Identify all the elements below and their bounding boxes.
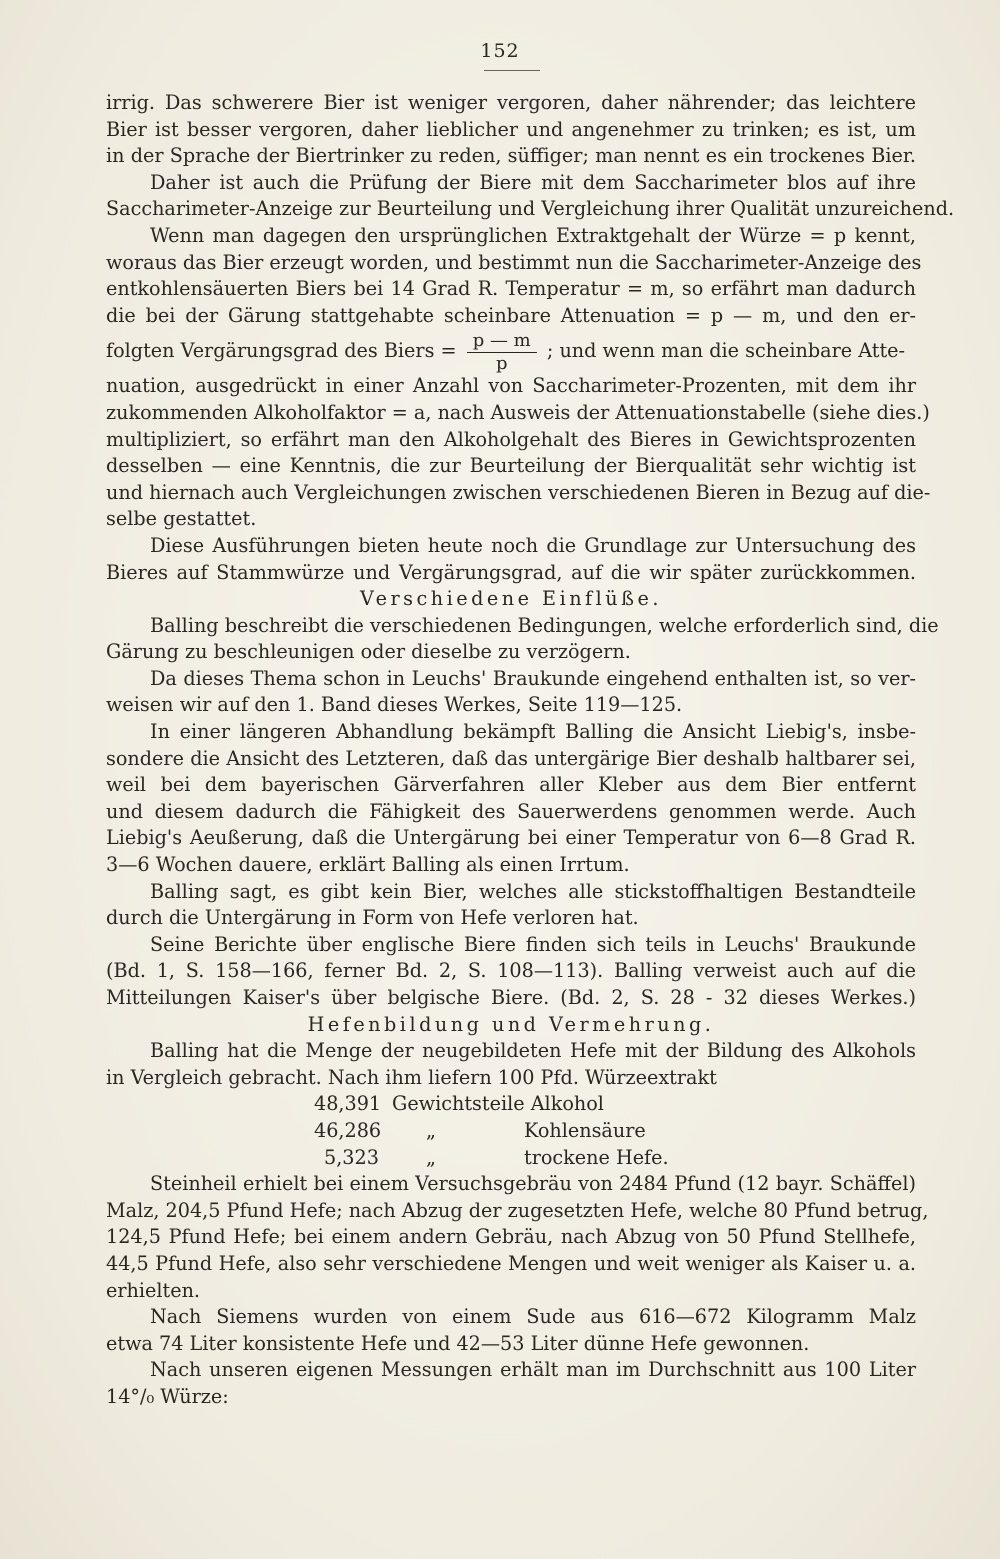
text-line: in der Sprache der Biertrinker zu reden, süffiger; man nennt es ein trockenes Bier.	[106, 144, 916, 168]
yield-component: Kohlensäure	[524, 1118, 646, 1142]
yield-table	[106, 1091, 916, 1171]
text-line: Nach unseren eigenen Messungen erhält man im Durchschnitt aus 100 Liter	[150, 1358, 916, 1382]
text-line: Nach Siemens wurden von einem Sude aus 616—672 Kilogramm Malz	[150, 1305, 916, 1329]
text-line: irrig. Das schwerere Bier ist weniger vergoren, daher nährender; das leichtere	[106, 91, 916, 114]
text-line: durch die Untergärung in Form von Hefe verloren hat.	[106, 906, 639, 930]
yield-component: Gewichtsteile Alkohol	[392, 1092, 604, 1116]
yield-component: trockene Hefe.	[524, 1145, 669, 1169]
text-line: Bieres auf Stammwürze und Vergärungsgrad, auf die wir später zurückkommen.	[106, 560, 916, 584]
fraction-denominator: p	[495, 352, 508, 374]
text-line: Saccharimeter-Anzeige zur Beurteilung und Vergleichung ihrer Qualität unzureichend.	[106, 197, 955, 221]
text-line: etwa 74 Liter konsistente Hefe und 42—53 Liter dünne Hefe gewonnen.	[106, 1331, 810, 1355]
text-line: 3—6 Wochen dauere, erklärt Balling als einen Irrtum.	[106, 853, 630, 877]
section-heading: Verschiedene Einflüße.	[360, 587, 662, 611]
text-line: Balling sagt, es gibt kein Bier, welches alle stickstoffhaltigen Bestandteile	[150, 879, 916, 903]
text-line: zukommenden Alkoholfaktor = a, nach Ausweis der Attenuationstabelle (siehe dies.)	[106, 400, 930, 424]
text-line: Da dieses Thema schon in Leuchs' Braukunde eingehend enthalten ist, so ver-	[150, 666, 916, 690]
text-line: 14°/₀ Würze:	[106, 1384, 229, 1408]
text-line: weil bei dem bayerischen Gärverfahren aller Kleber aus dem Bier entfernt	[106, 773, 916, 797]
page-number: 152	[480, 40, 520, 62]
paragraph-block-3	[106, 1171, 929, 1410]
text-line: 44,5 Pfund Hefe, also sehr verschiedene Mengen und weit weniger als Kaiser u. a.	[106, 1251, 916, 1275]
yield-value: 5,323	[324, 1145, 379, 1169]
attenuation-fraction	[467, 329, 537, 374]
paragraph-block-2	[106, 373, 939, 1091]
text-line: selbe gestattet.	[106, 507, 257, 531]
text-line: und diesem dadurch die Fähigkeit des Sauerwerdens genommen werde. Auch	[106, 799, 916, 823]
text-line: Steinheil erhielt bei einem Versuchsgebräu von 2484 Pfund (12 bayr. Schäffel)	[150, 1172, 916, 1196]
yield-value: 46,286	[314, 1118, 382, 1142]
body-text	[106, 90, 955, 1411]
text-line: Diese Ausführungen bieten heute noch die Grundlage zur Untersuchung des	[150, 533, 916, 557]
text-line: Daher ist auch die Prüfung der Biere mit dem Saccharimeter blos auf ihre	[150, 170, 916, 194]
formula-line	[106, 329, 916, 373]
yield-row	[106, 1145, 916, 1172]
text-line: Malz, 204,5 Pfund Hefe; nach Abzug der zugesetzten Hefe, welche 80 Pfund betrug,	[106, 1198, 929, 1222]
text-line: in Vergleich gebracht. Nach ihm liefern 100 Pfd. Würzeextrakt	[106, 1065, 717, 1089]
page-number-rule	[484, 70, 540, 71]
text-line: nuation, ausgedrückt in einer Anzahl von Saccharimeter-Prozenten, mit dem ihr	[106, 374, 916, 398]
text-line: Liebig's Aeußerung, daß die Untergärung bei einer Temperatur von 6—8 Grad R.	[106, 826, 916, 850]
paragraph-block-1	[106, 90, 955, 329]
text-line: Balling hat die Menge der neugebildeten Hefe mit der Bildung des Alkohols	[150, 1039, 916, 1063]
text-line: Bier ist besser vergoren, daher lieblicher und angenehmer zu trinken; es ist, um	[106, 117, 916, 141]
text-line: und hiernach auch Vergleichungen zwischen verschiedenen Bieren in Bezug auf die-	[106, 480, 931, 504]
text-line: die bei der Gärung stattgehabte scheinbare Attenuation = p — m, und den er-	[106, 303, 916, 327]
text-line: Balling beschreibt die verschiedenen Bedingungen, welche erforderlich sind, die	[150, 613, 939, 637]
text-line: Mitteilungen Kaiser's über belgische Biere. (Bd. 2, S. 28 - 32 dieses Werkes.)	[106, 986, 916, 1009]
text-line: Wenn man dagegen den ursprünglichen Extraktgehalt der Würze = p kennt,	[150, 223, 916, 247]
text-line: In einer längeren Abhandlung bekämpft Balling die Ansicht Liebig's, insbe-	[150, 720, 916, 744]
text-line: desselben — eine Kenntnis, die zur Beurteilung der Bierqualität sehr wichtig ist	[106, 454, 916, 478]
yield-row	[106, 1091, 916, 1118]
text-line: Gärung zu beschleunigen oder dieselbe zu verzögern.	[106, 640, 631, 664]
section-heading: Hefenbildung und Vermehrung.	[307, 1012, 715, 1036]
yield-row	[106, 1118, 916, 1145]
text-line: Seine Berichte über englische Biere finden sich teils in Leuchs' Braukunde	[150, 932, 916, 956]
formula-trail-text: ; und wenn man die scheinbare Atte-	[546, 339, 906, 363]
fraction-numerator: p — m	[467, 332, 537, 353]
text-line: sondere die Ansicht des Letzteren, daß das untergärige Bier deshalb haltbarer sei,	[106, 746, 916, 770]
text-line: erhielten.	[106, 1278, 201, 1302]
text-line: 124,5 Pfund Hefe; bei einem andern Gebräu, nach Abzug von 50 Pfund Stellhefe,	[106, 1225, 916, 1249]
text-line: multipliziert, so erfährt man den Alkoholgehalt des Bieres in Gewichtsprozenten	[106, 427, 916, 451]
text-line: woraus das Bier erzeugt worden, und bestimmt nun die Saccharimeter-Anzeige des	[106, 250, 922, 274]
yield-value: 48,391	[314, 1092, 382, 1116]
ditto-mark: „	[426, 1145, 436, 1169]
formula-lead-text: folgten Vergärungsgrad des Biers =	[106, 339, 457, 363]
text-line: entkohlensäuerten Biers bei 14 Grad R. Temperatur = m, so erfährt man dadurch	[106, 277, 916, 301]
ditto-mark: „	[426, 1118, 436, 1142]
text-line: weisen wir auf den 1. Band dieses Werkes, Seite 119—125.	[106, 693, 683, 717]
text-line: (Bd. 1, S. 158—166, ferner Bd. 2, S. 108—113). Balling verweist auch auf die	[106, 959, 916, 983]
